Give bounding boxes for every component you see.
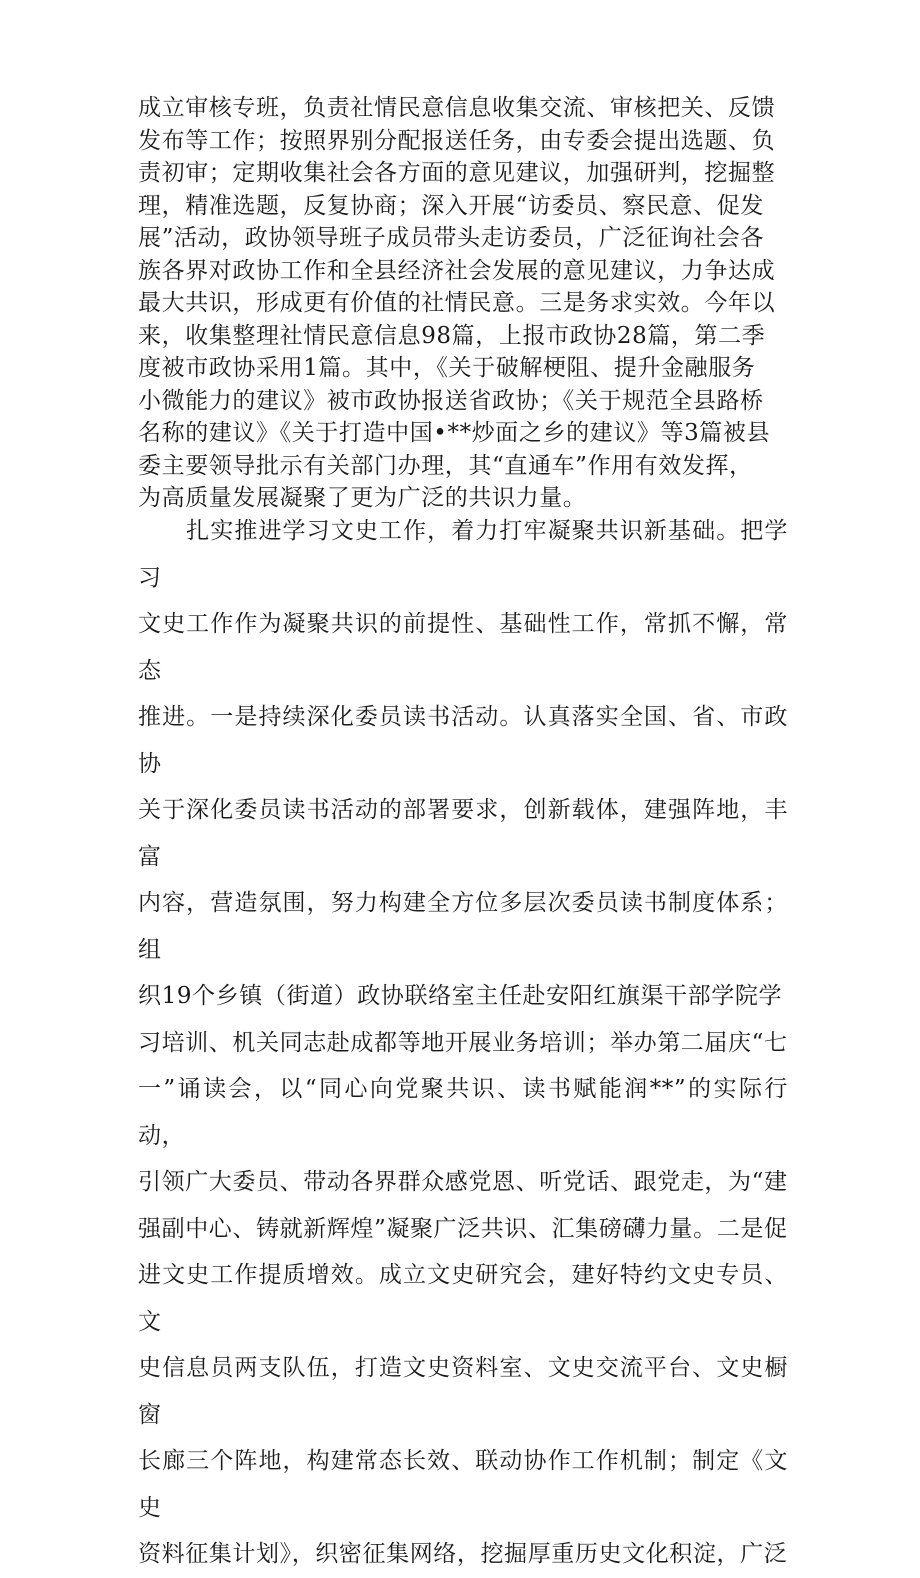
paragraph-study-culture-history: 扎实推进学习文史工作，着力打牢凝聚共识新基础。把学习 文史工作作为凝聚共识的前提性、基础性工作，常抓不懈，常态 推进。一是持续深化委员读书活动。认真落实全国、省、市政协 关于深化委员读书活动的部署要求，创新载体，建强阵地，丰富 内容，营造氛围，努力构建全方位多层次委员读书制度体系；组 织19个乡镇（街道）政协联络室主任赴安阳红旗渠干部学院学 习培训、机关同志赴成都等地开展业务培训；举办第二届庆“七 一”诵读会，以“同心向党聚共识、读书赋能润**”的实际行动， 引领广大委员、带动各界群众感党恩、听党话、跟党走，为“建 强副中心、铸就新辉煌”凝聚广泛共识、汇集磅礴力量。二是促 进文史工作提质增效。成立文史研究会，建好特约文史专员、文 史信息员两支队伍，打造文史资料室、文史交流平台、文史橱窗 长廊三个阵地，构建常态长效、联动协作工作机制；制定《文史 资料征集计划》，织密征集网络，挖掘厚重历史文化积淀，广泛 [138,518,788,1567]
paragraph-social-opinion: 成立审核专班，负责社情民意信息收集交流、审核把关、反馈 发布等工作；按照界别分配报送任务，由专委会提出选题、负 责初审；定期收集社会各方面的意见建议，加强研判，挖掘整 理，精准选题，反复协商；深入开展“访委员、察民意、促发 展”活动，政协领导班子成员带头走访委员，广泛征询社会各 族各界对政协工作和全县经济社会发展的意见建议，力争达成 最大共识，形成更有价值的社情民意。三是务求实效。今年以 来，收集整理社情民意信息98篇，上报市政协28篇，第二季 度被市政协采用1篇。其中，《关于破解梗阻、提升金融服务 小微能力的建议》被市政协报送省政协；《关于规范全县路桥 名称的建议》《关于打造中国•**炒面之乡的建议》等3篇被县 委主要领导批示有关部门办理，其“直通车”作用有效发挥， 为高质量发展凝聚了更为广泛的共识力量。 [138,95,776,511]
